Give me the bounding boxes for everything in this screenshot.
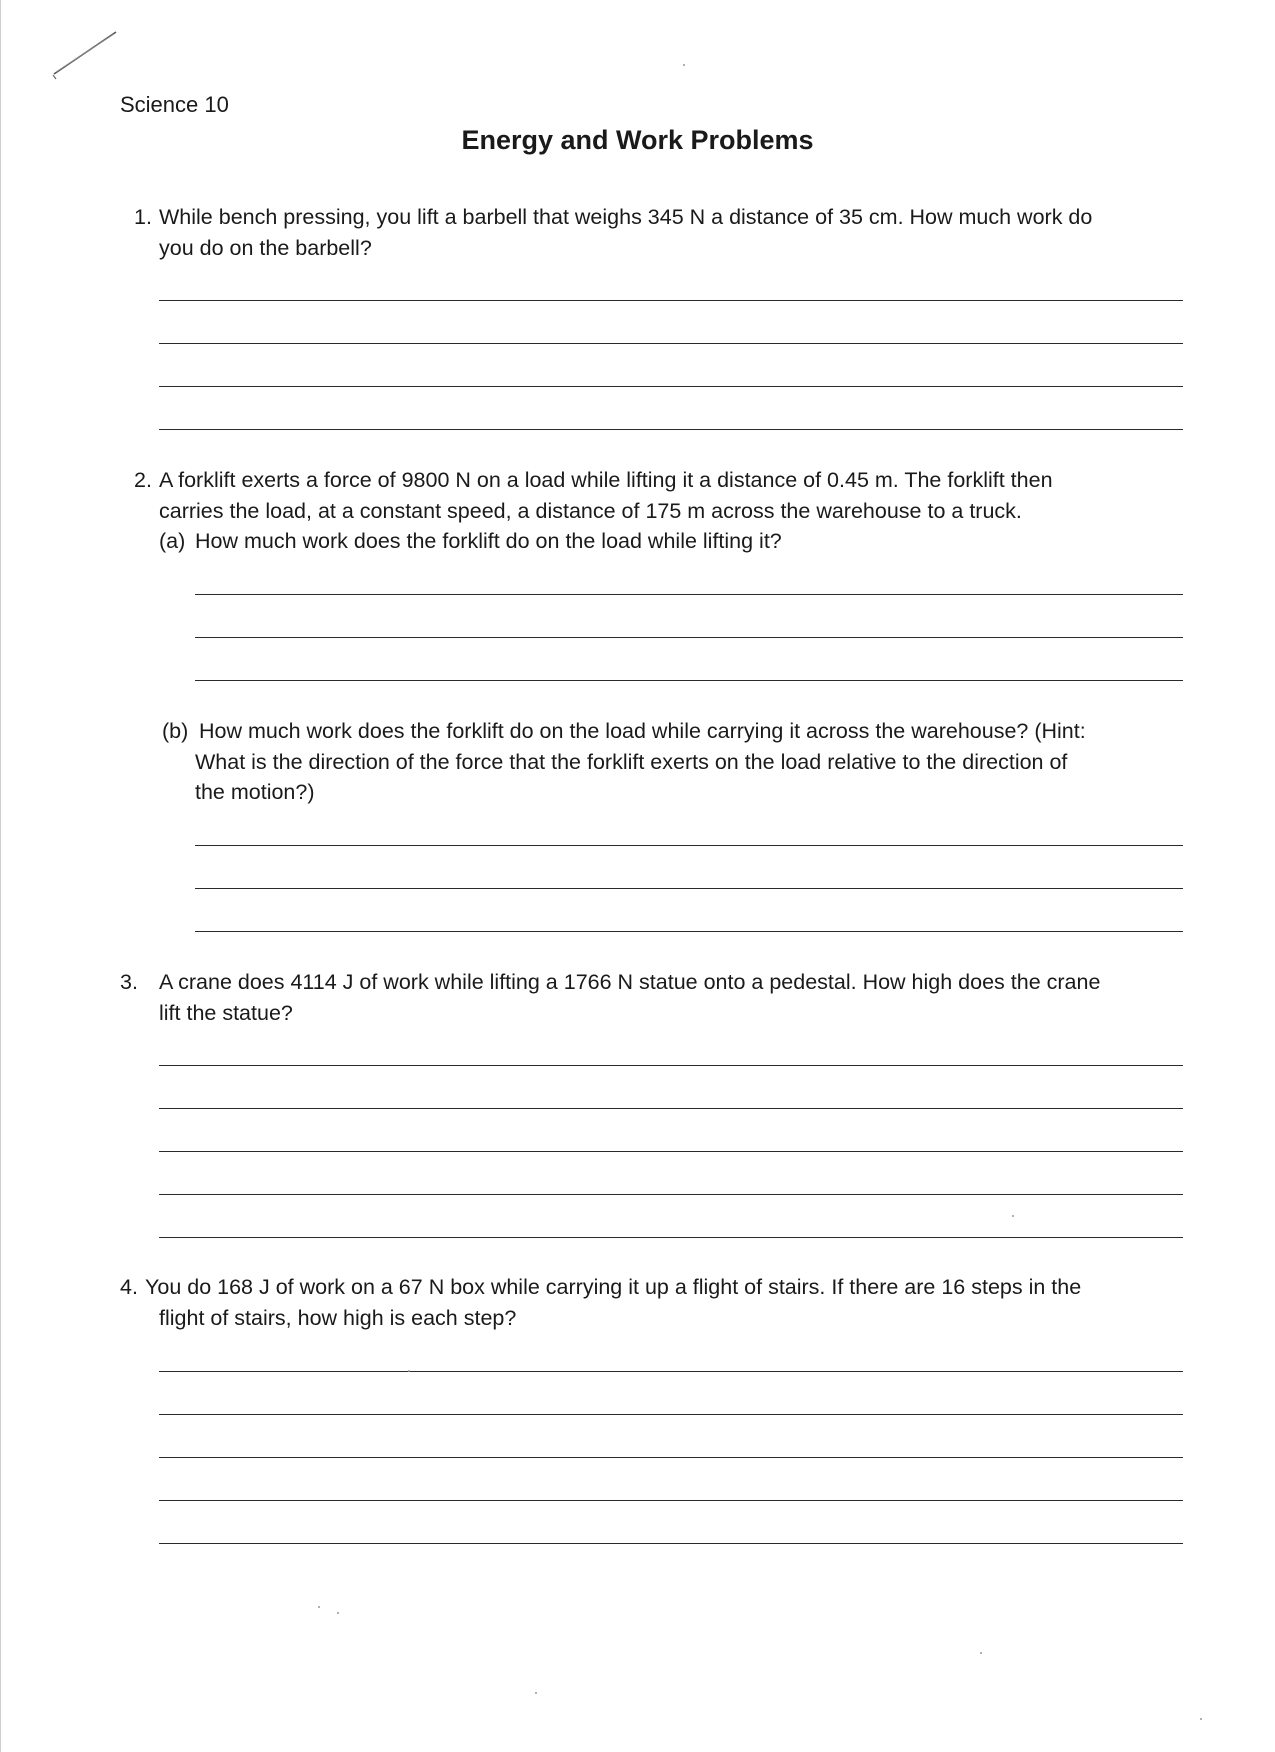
scan-speck [980,1652,982,1654]
scan-speck [1200,1718,1202,1720]
answer-line[interactable] [195,888,1183,889]
answer-line[interactable] [195,845,1183,846]
part-text-line: the motion?) [195,780,315,804]
question-text-line: A crane does 4114 J of work while lifting a 1766 N statue onto a pedestal. How high does the crane [159,970,1101,994]
question-number: 3. [120,970,138,994]
part-text-line: How much work does the forklift do on the load while carrying it across the warehouse? (Hint: [199,719,1086,743]
answer-line[interactable] [159,1500,1183,1501]
question-number: 4. [120,1275,138,1299]
part-text-line: What is the direction of the force that the forklift exerts on the load relative to the direction of [195,750,1068,774]
answer-line[interactable] [159,429,1183,430]
scan-speck [535,1692,537,1694]
answer-line[interactable] [195,637,1183,638]
scan-speck [337,1612,339,1614]
answer-line[interactable] [195,931,1183,932]
scan-speck [318,1606,320,1608]
answer-line[interactable] [195,594,1183,595]
pencil-check-mark [50,28,120,80]
worksheet-title: Energy and Work Problems [461,125,814,155]
scan-edge [0,0,1,1752]
answer-line[interactable] [159,1108,1183,1109]
question-text-line: You do 168 J of work on a 67 N box while carrying it up a flight of stairs. If there are 16 steps in the [145,1275,1082,1299]
answer-line[interactable] [195,680,1183,681]
question-text-line: A forklift exerts a force of 9800 N on a load while lifting it a distance of 0.45 m. The forklift then [159,468,1053,492]
answer-line[interactable] [159,1237,1183,1238]
question-number: 1. [134,205,152,229]
part-text-line: How much work does the forklift do on the load while lifting it? [195,529,782,553]
answer-line[interactable] [159,343,1183,344]
answer-line[interactable] [159,1065,1183,1066]
question-text-line: lift the statue? [159,1001,293,1025]
answer-line[interactable] [159,386,1183,387]
answer-line[interactable] [159,1371,1183,1372]
answer-line[interactable] [159,1457,1183,1458]
part-label: (b) [162,719,189,743]
question-number: 2. [134,468,152,492]
question-text-line: you do on the barbell? [159,236,372,260]
scan-speck [683,64,685,66]
answer-line[interactable] [159,1543,1183,1544]
part-label: (a) [159,529,186,553]
answer-line[interactable] [159,1151,1183,1152]
answer-line[interactable] [159,300,1183,301]
answer-line[interactable] [159,1414,1183,1415]
question-text-line: While bench pressing, you lift a barbell that weighs 345 N a distance of 35 cm. How much work do [159,205,1093,229]
answer-line[interactable] [159,1194,1183,1195]
scan-speck [1012,1215,1014,1217]
question-text-line: carries the load, at a constant speed, a distance of 175 m across the warehouse to a truck. [159,499,1022,523]
question-text-line: flight of stairs, how high is each step? [159,1306,517,1330]
course-label: Science 10 [120,92,229,117]
scan-speck [408,1370,410,1372]
